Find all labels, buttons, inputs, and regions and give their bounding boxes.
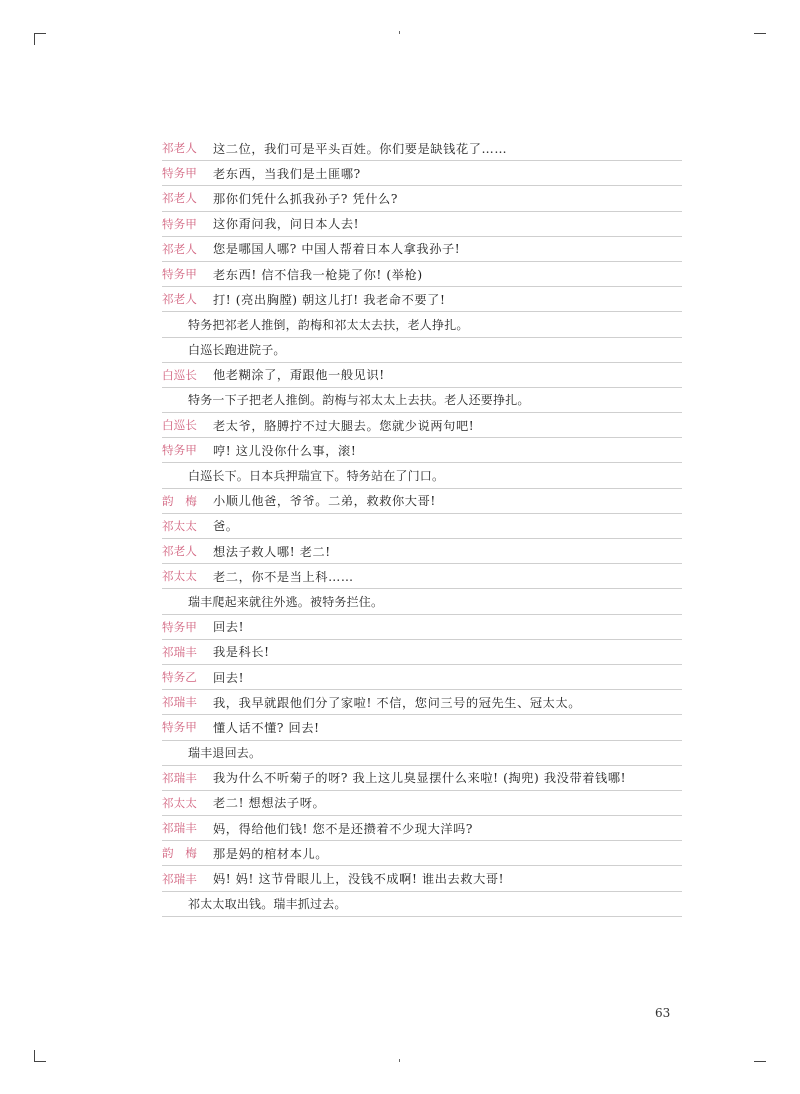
speaker-name: 特务甲 xyxy=(162,216,197,231)
dialogue-line xyxy=(162,363,682,388)
speaker-name: 祁老人 xyxy=(162,191,197,206)
stage-direction-line xyxy=(162,388,682,413)
stage-direction-line xyxy=(162,463,682,488)
dialogue-line xyxy=(162,816,682,841)
dialogue-text: 想法子救人哪! 老二! xyxy=(213,544,331,559)
dialogue-text: 爸。 xyxy=(213,519,239,534)
speaker-name: 韵 梅 xyxy=(162,846,197,861)
dialogue-text: 回去! xyxy=(213,670,245,685)
dialogue-text: 哼! 这儿没你什么事，滚! xyxy=(213,443,357,458)
crop-mark-top-right xyxy=(754,33,766,34)
dialogue-text: 妈! 妈! 这节骨眼儿上，没钱不成啊! 谁出去救大哥! xyxy=(213,872,505,887)
dialogue-text: 这二位，我们可是平头百姓。你们要是缺钱花了…… xyxy=(213,141,508,156)
speaker-name: 祁瑞丰 xyxy=(162,695,197,710)
center-tick-bottom xyxy=(399,1059,400,1062)
dialogue-text: 那你们凭什么抓我孙子? 凭什么? xyxy=(213,191,398,206)
stage-direction-line xyxy=(162,312,682,337)
dialogue-line xyxy=(162,237,682,262)
stage-direction-line xyxy=(162,892,682,917)
dialogue-text: 我，我早就跟他们分了家啦! 不信，您问三号的冠先生、冠太太。 xyxy=(213,695,582,710)
stage-direction-text: 瑞丰退回去。 xyxy=(188,746,262,761)
stage-direction-text: 瑞丰爬起来就往外逃。被特务拦住。 xyxy=(188,594,384,609)
speaker-name: 祁太太 xyxy=(162,569,197,584)
dialogue-line xyxy=(162,615,682,640)
dialogue-text: 老二，你不是当上科…… xyxy=(213,569,354,584)
speaker-name: 祁瑞丰 xyxy=(162,821,197,836)
dialogue-text: 回去! xyxy=(213,620,245,635)
dialogue-line xyxy=(162,262,682,287)
dialogue-line xyxy=(162,791,682,816)
dialogue-text: 我是科长! xyxy=(213,645,270,660)
dialogue-text: 我为什么不听菊子的呀? 我上这儿臭显摆什么来啦! (掏兜) 我没带着钱哪! xyxy=(213,771,627,786)
stage-direction-text: 白巡长下。日本兵押瑞宣下。特务站在了门口。 xyxy=(188,469,445,484)
speaker-name: 特务甲 xyxy=(162,267,197,282)
stage-direction-text: 白巡长跑进院子。 xyxy=(188,343,286,358)
speaker-name: 祁太太 xyxy=(162,518,197,533)
speaker-name: 祁老人 xyxy=(162,141,197,156)
dialogue-text: 老东西! 信不信我一枪毙了你! (举枪) xyxy=(213,267,423,282)
dialogue-line xyxy=(162,665,682,690)
dialogue-line xyxy=(162,287,682,312)
stage-direction-text: 特务把祁老人推倒，韵梅和祁太太去扶，老人挣扎。 xyxy=(188,317,469,332)
speaker-name: 祁瑞丰 xyxy=(162,871,197,886)
dialogue-text: 老二! 想想法子呀。 xyxy=(213,796,326,811)
dialogue-line xyxy=(162,136,682,161)
dialogue-text: 妈，得给他们钱! 您不是还攒着不少现大洋吗? xyxy=(213,821,474,836)
dialogue-text: 这你甭问我，问日本人去! xyxy=(213,217,360,232)
speaker-name: 白巡长 xyxy=(162,418,197,433)
dialogue-line xyxy=(162,413,682,438)
page-number: 63 xyxy=(655,1006,671,1020)
dialogue-line xyxy=(162,690,682,715)
speaker-name: 祁瑞丰 xyxy=(162,770,197,785)
dialogue-line xyxy=(162,212,682,237)
dialogue-text: 小顺儿他爸，爷爷。二弟，救救你大哥! xyxy=(213,494,436,509)
dialogue-text: 老东西，当我们是土匪哪? xyxy=(213,166,361,181)
dialogue-line xyxy=(162,186,682,211)
speaker-name: 韵 梅 xyxy=(162,493,197,508)
dialogue-text: 懂人话不懂? 回去! xyxy=(213,720,320,735)
speaker-name: 特务乙 xyxy=(162,670,197,685)
dialogue-line xyxy=(162,866,682,891)
speaker-name: 特务甲 xyxy=(162,619,197,634)
dialogue-line xyxy=(162,438,682,463)
dialogue-text: 打! (亮出胸膛) 朝这儿打! 我老命不要了! xyxy=(213,292,446,307)
script-body xyxy=(162,136,682,917)
speaker-name: 祁瑞丰 xyxy=(162,644,197,659)
dialogue-text: 您是哪国人哪? 中国人帮着日本人拿我孙子! xyxy=(213,242,461,257)
crop-mark-bottom-left-h xyxy=(34,1061,46,1062)
speaker-name: 祁老人 xyxy=(162,292,197,307)
dialogue-text: 那是妈的棺材本儿。 xyxy=(213,846,329,861)
dialogue-line xyxy=(162,715,682,740)
crop-mark-top-left-h xyxy=(34,33,46,34)
dialogue-line xyxy=(162,841,682,866)
speaker-name: 祁老人 xyxy=(162,241,197,256)
speaker-name: 特务甲 xyxy=(162,720,197,735)
dialogue-line xyxy=(162,766,682,791)
dialogue-line xyxy=(162,640,682,665)
dialogue-line xyxy=(162,489,682,514)
dialogue-line xyxy=(162,564,682,589)
speaker-name: 白巡长 xyxy=(162,367,197,382)
crop-mark-top-left xyxy=(34,33,35,45)
dialogue-line xyxy=(162,539,682,564)
dialogue-text: 他老糊涂了，甭跟他一般见识! xyxy=(213,368,385,383)
stage-direction-line xyxy=(162,338,682,363)
dialogue-text: 老太爷，胳膊拧不过大腿去。您就少说两句吧! xyxy=(213,418,475,433)
center-tick-top xyxy=(399,31,400,34)
stage-direction-line xyxy=(162,589,682,614)
speaker-name: 祁太太 xyxy=(162,795,197,810)
dialogue-line xyxy=(162,514,682,539)
speaker-name: 特务甲 xyxy=(162,443,197,458)
speaker-name: 祁老人 xyxy=(162,544,197,559)
stage-direction-text: 特务一下子把老人推倒。韵梅与祁太太上去扶。老人还要挣扎。 xyxy=(188,393,530,408)
dialogue-line xyxy=(162,161,682,186)
crop-mark-bottom-right xyxy=(754,1061,766,1062)
stage-direction-line xyxy=(162,741,682,766)
speaker-name: 特务甲 xyxy=(162,166,197,181)
stage-direction-text: 祁太太取出钱。瑞丰抓过去。 xyxy=(188,897,347,912)
